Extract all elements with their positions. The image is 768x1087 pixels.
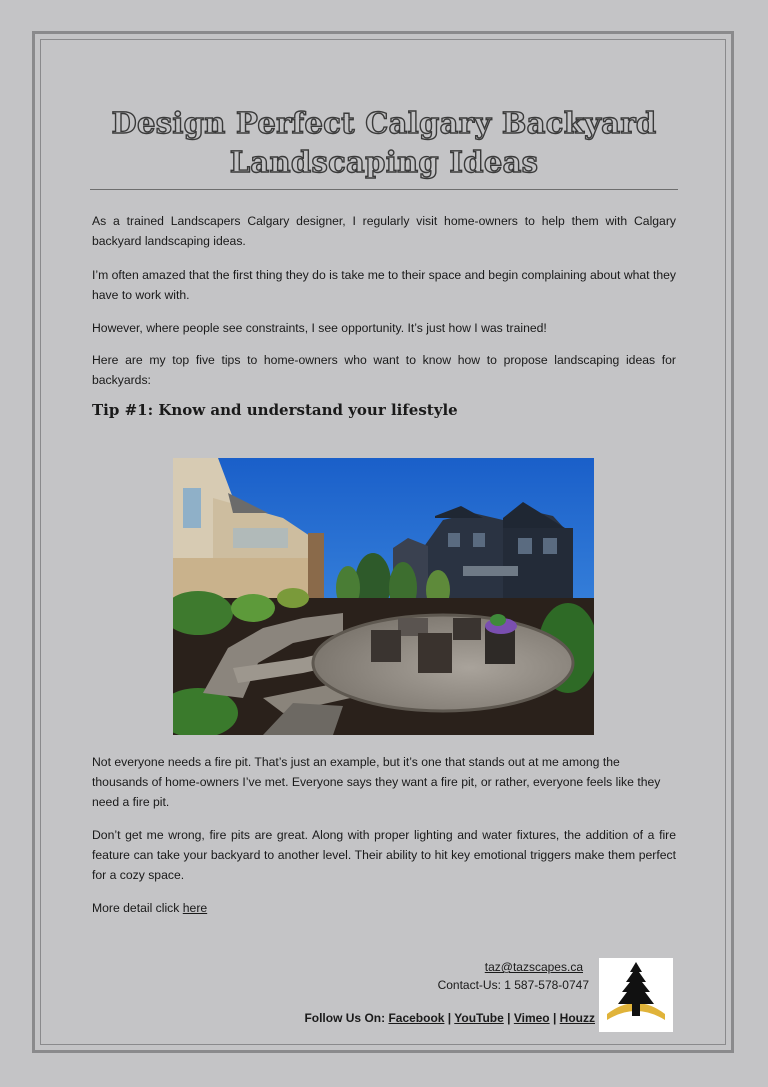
more-detail-link[interactable]: here — [182, 901, 208, 915]
paragraph-fire-pit: Not everyone needs a fire pit. That’s just an example, but it’s one that stands out at me among the thousands of home-owners I’ve met. Everyone says they want a fire pit, or rather, everyone feels like they need a fire pit. — [92, 755, 661, 809]
paragraph-amazed: I’m often amazed that the first thing they do is take me to their space and begin complaining about what they have to work with. — [92, 268, 676, 302]
paragraph-opportunity: However, where people see constraints, I see opportunity. It’s just how I was trained! — [92, 321, 547, 335]
pine-tree-logo-icon — [599, 958, 673, 1032]
tip-heading: Tip #1: Know and understand your lifestyle — [92, 401, 458, 419]
paragraph-tips-intro: Here are my top five tips to home-owners who want to know how to propose landscaping ideas for backyards: — [92, 353, 676, 387]
follow-label: Follow Us On: — [304, 1011, 389, 1025]
link-separator: | — [549, 1011, 560, 1025]
facebook-link[interactable]: Facebook — [388, 1011, 445, 1025]
more-detail-text: More detail click — [92, 901, 183, 915]
houzz-link[interactable]: Houzz — [559, 1011, 595, 1025]
more-detail-line — [92, 898, 676, 918]
link-separator: | — [444, 1011, 455, 1025]
title-divider — [90, 189, 678, 190]
paragraph-fire-pits-great: Don’t get me wrong, fire pits are great. Along with proper lighting and water fixtures, the addition of a fire feature can take your backyard to another level. Their ability to hit key emotional triggers make them perfect for a cozy space. — [92, 828, 676, 882]
footer-contact: Contact-Us: 1 587-578-0747 — [437, 978, 589, 992]
footer-email-row — [380, 958, 583, 976]
footer-email-link[interactable]: taz@tazscapes.ca — [484, 960, 583, 974]
footer-follow-row — [250, 1009, 595, 1027]
paragraph-intro: As a trained Landscapers Calgary designer, I regularly visit home-owners to help them with Calgary backyard landscaping ideas. — [92, 214, 676, 248]
link-separator: | — [503, 1011, 514, 1025]
vimeo-link[interactable]: Vimeo — [513, 1011, 550, 1025]
youtube-link[interactable]: YouTube — [454, 1011, 504, 1025]
document-title: Design Perfect Calgary Backyard Landscaping Ideas — [111, 106, 657, 179]
backyard-patio-photo — [173, 458, 594, 735]
